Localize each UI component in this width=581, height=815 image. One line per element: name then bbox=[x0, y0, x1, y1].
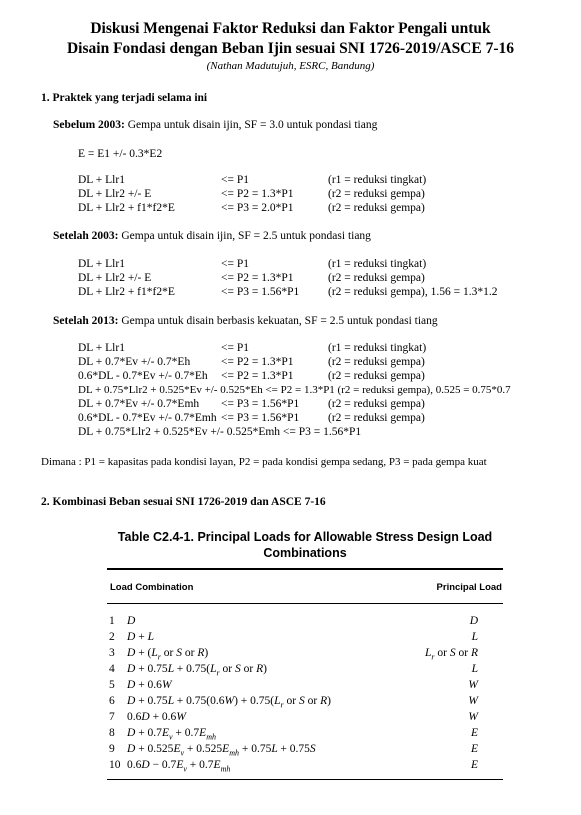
row-number: 4 bbox=[109, 663, 115, 675]
before-2003-text: Gempa untuk disain ijin, SF = 3.0 untuk pondasi tiang bbox=[124, 119, 378, 131]
row-combination: $D + 0.75L + 0.75(0.6W) + 0.75(L_r$ or S or R) bbox=[127, 695, 331, 710]
before-2003-paragraph bbox=[53, 119, 377, 131]
row-number: 1 bbox=[109, 615, 115, 627]
equation-combination: 0.6*DL - 0.7*Ev +/- 0.7*Emh bbox=[78, 412, 217, 424]
document-title-line-2: Disain Fondasi dengan Beban Ijin sesuai SNI 1726-2019/ASCE 7-16 bbox=[66, 40, 515, 57]
column-header-load-combination: Load Combination bbox=[110, 582, 194, 593]
equation-combination: DL + Llr2 + f1*f2*E bbox=[78, 286, 175, 298]
equation-note: (r1 = reduksi tingkat) bbox=[328, 258, 427, 270]
row-number: 9 bbox=[109, 743, 115, 755]
equation-limit: <= P1 bbox=[221, 174, 249, 186]
row-combination: $D + 0.7E_v + 0.7E_{mh}$ bbox=[127, 727, 216, 742]
row-combination: D + 0.6W bbox=[127, 679, 172, 691]
row-combination: $D + 0.75L + 0.75(L_r$ or S or R) bbox=[127, 663, 267, 678]
row-combination: D + L bbox=[127, 631, 154, 643]
after-2013-paragraph bbox=[53, 315, 438, 327]
document-title-line-1: Diskusi Mengenai Faktor Reduksi dan Faktor Pengali untuk bbox=[90, 20, 491, 37]
row-combination: $0.6D - 0.7E_v + 0.7E_{mh}$ bbox=[127, 759, 231, 774]
row-number: 8 bbox=[109, 727, 115, 739]
equation-note: (r1 = reduksi tingkat) bbox=[328, 174, 427, 186]
row-principal-load: W bbox=[468, 679, 478, 691]
table-row bbox=[107, 727, 503, 741]
table-title: Table C2.4-1. Principal Loads for Allowable Stress Design Load Combinations bbox=[117, 530, 493, 560]
row-principal-load: E bbox=[470, 743, 478, 755]
table-row bbox=[107, 759, 503, 773]
table-row bbox=[107, 743, 503, 757]
equation-note: (r2 = reduksi gempa) bbox=[328, 202, 425, 214]
row-principal-load: E bbox=[470, 727, 478, 739]
equation-note: (r2 = reduksi gempa) bbox=[328, 370, 425, 382]
equation-long-row: DL + 0.75*Llr2 + 0.525*Ev +/- 0.525*Emh <= P3 = 1.56*P1 bbox=[78, 426, 362, 438]
equation-note: (r2 = reduksi gempa) bbox=[328, 188, 425, 200]
equation-limit: <= P2 = 1.3*P1 bbox=[221, 188, 294, 200]
after-2013-text: Gempa untuk disain berbasis kekuatan, SF = 2.5 untuk pondasi tiang bbox=[118, 315, 438, 327]
equation-long-row: DL + 0.75*Llr2 + 0.525*Ev +/- 0.525*Eh <= P2 = 1.3*P1 (r2 = reduksi gempa), 0.525 = 0.75*0.7 bbox=[78, 384, 511, 396]
row-principal-load: L bbox=[471, 631, 478, 643]
table-row bbox=[107, 663, 503, 677]
row-principal-load: $L_r$ or S or R bbox=[425, 647, 478, 662]
table-header-rule bbox=[107, 603, 503, 604]
equation-limit: <= P3 = 1.56*P1 bbox=[221, 398, 300, 410]
equation-limit: <= P2 = 1.3*P1 bbox=[221, 356, 294, 368]
table-row bbox=[107, 647, 503, 661]
row-principal-load: D bbox=[469, 615, 478, 627]
equation-limit: <= P1 bbox=[221, 342, 249, 354]
equation-combination: DL + Llr2 + f1*f2*E bbox=[78, 202, 175, 214]
table-row bbox=[107, 631, 503, 645]
after-2003-label: Setelah 2003: bbox=[53, 230, 119, 242]
equation-note: (r2 = reduksi gempa) bbox=[328, 356, 425, 368]
equation-note: (r2 = reduksi gempa), 1.56 = 1.3*1.2 bbox=[328, 286, 498, 298]
row-number: 10 bbox=[109, 759, 121, 771]
row-combination: $D + 0.525E_v + 0.525E_{mh} + 0.75L + 0.75S$ bbox=[127, 743, 316, 758]
equation-combination: 0.6*DL - 0.7*Ev +/- 0.7*Eh bbox=[78, 370, 208, 382]
row-number: 2 bbox=[109, 631, 115, 643]
equation-limit: <= P1 bbox=[221, 258, 249, 270]
table-row bbox=[107, 711, 503, 725]
seismic-formula: E = E1 +/- 0.3*E2 bbox=[78, 148, 163, 160]
equation-combination: DL + Llr2 +/- E bbox=[78, 272, 152, 284]
row-number: 7 bbox=[109, 711, 115, 723]
equation-limit: <= P2 = 1.3*P1 bbox=[221, 272, 294, 284]
before-2003-label: Sebelum 2003: bbox=[53, 119, 125, 131]
equation-note: (r2 = reduksi gempa) bbox=[328, 398, 425, 410]
row-number: 3 bbox=[109, 647, 115, 659]
after-2003-paragraph bbox=[53, 230, 371, 242]
equation-combination: DL + 0.7*Ev +/- 0.7*Emh bbox=[78, 398, 200, 410]
row-principal-load: W bbox=[468, 711, 478, 723]
row-combination: $D + (L_r$ or S or R) bbox=[127, 647, 209, 662]
equation-combination: DL + Llr1 bbox=[78, 174, 125, 186]
author-line: (Nathan Madutujuh, ESRC, Bandung) bbox=[206, 60, 375, 72]
table-top-rule bbox=[107, 568, 503, 570]
row-combination: 0.6D + 0.6W bbox=[127, 711, 186, 723]
column-header-principal-load: Principal Load bbox=[436, 582, 502, 593]
equation-combination: DL + Llr2 +/- E bbox=[78, 188, 152, 200]
section-1-heading: 1. Praktek yang terjadi selama ini bbox=[41, 92, 208, 104]
definition-note: Dimana : P1 = kapasitas pada kondisi layan, P2 = pada kondisi gempa sedang, P3 = pada gempa kuat bbox=[41, 456, 487, 468]
row-number: 5 bbox=[109, 679, 115, 691]
equation-note: (r2 = reduksi gempa) bbox=[328, 272, 425, 284]
equation-combination: DL + 0.7*Ev +/- 0.7*Eh bbox=[78, 356, 191, 368]
equation-limit: <= P3 = 1.56*P1 bbox=[221, 286, 300, 298]
equation-combination: DL + Llr1 bbox=[78, 258, 125, 270]
equation-note: (r1 = reduksi tingkat) bbox=[328, 342, 427, 354]
table-row bbox=[107, 695, 503, 709]
after-2003-text: Gempa untuk disain ijin, SF = 2.5 untuk pondasi tiang bbox=[118, 230, 371, 242]
table-row bbox=[107, 679, 503, 693]
equation-note: (r2 = reduksi gempa) bbox=[328, 412, 425, 424]
after-2013-label: Setelah 2013: bbox=[53, 315, 119, 327]
row-combination: D bbox=[127, 615, 136, 627]
equation-limit: <= P3 = 2.0*P1 bbox=[221, 202, 294, 214]
section-2-heading: 2. Kombinasi Beban sesuai SNI 1726-2019 dan ASCE 7-16 bbox=[41, 496, 326, 508]
table-bottom-rule bbox=[107, 779, 503, 780]
row-principal-load: E bbox=[470, 759, 478, 771]
equation-limit: <= P3 = 1.56*P1 bbox=[221, 412, 300, 424]
row-principal-load: W bbox=[468, 695, 478, 707]
row-number: 6 bbox=[109, 695, 115, 707]
equation-combination: DL + Llr1 bbox=[78, 342, 125, 354]
equation-limit: <= P2 = 1.3*P1 bbox=[221, 370, 294, 382]
row-principal-load: L bbox=[471, 663, 478, 675]
table-row bbox=[107, 615, 503, 629]
